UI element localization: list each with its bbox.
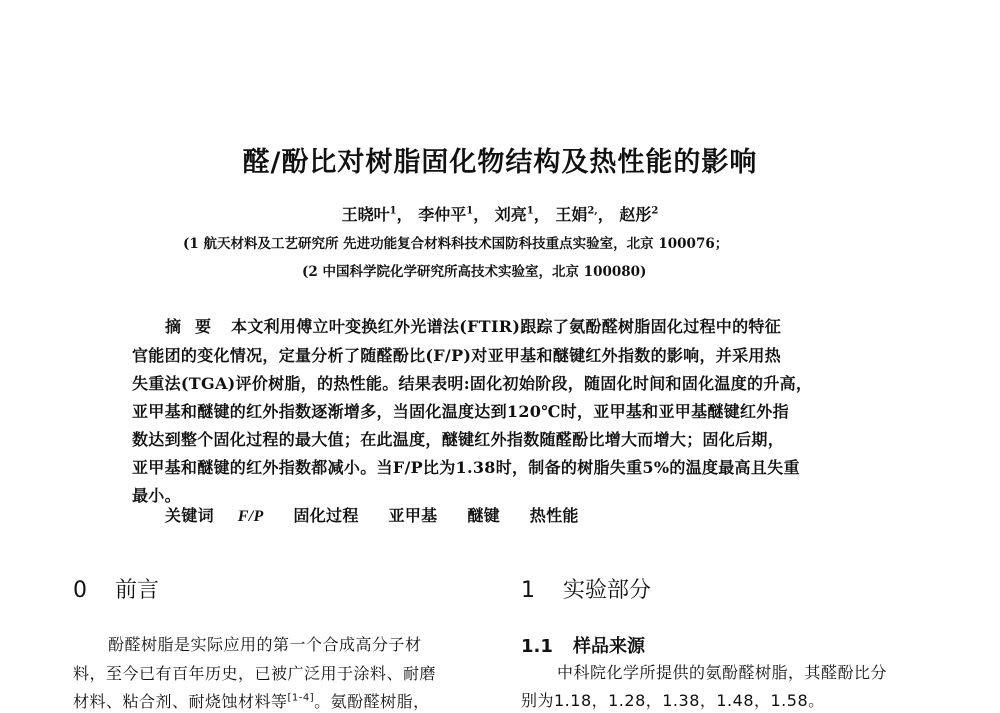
abstract-text: 本文利用傅立叶变换红外光谱法(FTIR)跟踪了氨酚醛树脂固化过程中的特征 (231, 317, 782, 336)
experimental-body-line: 别为1.18，1.28，1.38，1.48，1.58。 (521, 691, 825, 710)
subsection-number: 1.1 (521, 636, 553, 657)
author-affil-mark: 2, (587, 205, 598, 217)
abstract-line: 数达到整个固化过程的最大值；在此温度，醚键红外指数随醛酚比增大而增大；固化后期， (132, 430, 785, 449)
section-heading-experimental (521, 573, 651, 604)
author-name: 刘亮 (494, 205, 527, 224)
intro-body-line: 酚醛树脂是实际应用的第一个合成高分子材 (108, 635, 422, 654)
section-title: 实验部分 (563, 578, 652, 603)
intro-body-text: 材料、粘合剂、耐烧蚀材料等 (73, 692, 288, 711)
abstract-line: 官能团的变化情况，定量分析了随醛酚比(F/P)对亚甲基和醚键红外指数的影响，并采用热 (132, 346, 781, 365)
affiliation-1: (1 航天材料及工艺研究所 先进功能复合材料科技术国防科技重点实验室，北京 100076； (183, 236, 729, 252)
intro-body-line: 料，至今已有百年历史，已被广泛用于涂料、耐磨 (73, 664, 437, 683)
keyword: 热性能 (529, 506, 579, 525)
citation: [1-4] (287, 692, 315, 704)
subsection-title: 样品来源 (573, 636, 645, 657)
affiliation-2: (2 中国科学院化学研究所高技术实验室，北京 100080) (302, 264, 647, 280)
author-name: 赵彤 (619, 205, 652, 224)
author-list: 王晓叶$^1$， 李仲平$^1$， 刘亮$^1$， 王娟$^{2,}$， 赵彤$^2$ (341, 205, 659, 224)
section-number: 1 (521, 578, 535, 603)
keywords-line (165, 503, 915, 526)
abstract-label: 摘要 (165, 317, 226, 336)
experimental-body-line: 中科院化学所提供的氨酚醛树脂，其醛酚比分 (557, 663, 888, 682)
paper-title: 醛/酚比对树脂固化物结构及热性能的影响 (242, 147, 758, 178)
author-name: 王晓叶 (341, 205, 390, 224)
section-title: 前言 (115, 578, 160, 603)
abstract-line (165, 314, 915, 337)
author-affil-mark: 1 (389, 205, 397, 217)
subsection-heading (521, 632, 645, 658)
abstract-line: 最小。 (132, 486, 181, 505)
abstract-line: 亚甲基和醚键的红外指数逐渐增多，当固化温度达到120℃时，亚甲基和亚甲基醚键红外指 (132, 402, 789, 421)
intro-body-text: 。氨酚醛树脂， (314, 692, 430, 711)
section-number: 0 (73, 578, 87, 603)
abstract-line: 亚甲基和醚键的红外指数都减小。当F/P比为1.38时，制备的树脂失重5%的温度最高且失重 (132, 458, 800, 477)
keyword: F/P (237, 508, 264, 525)
keyword: 亚甲基 (388, 506, 438, 525)
author-affil-mark: 1 (526, 205, 534, 217)
author-affil-mark: 2 (651, 205, 659, 217)
author-name: 王娟 (555, 205, 588, 224)
keyword: 醚键 (467, 506, 500, 525)
author-name: 李仲平 (418, 205, 467, 224)
abstract-line: 失重法(TGA)评价树脂，的热性能。结果表明:固化初始阶段，随固化时间和固化温度的升高， (132, 374, 813, 393)
intro-body-line (73, 689, 430, 712)
keyword: 固化过程 (293, 506, 359, 525)
section-heading-intro (73, 573, 159, 604)
author-affil-mark: 1 (466, 205, 474, 217)
keywords-label: 关键词 (165, 506, 214, 525)
